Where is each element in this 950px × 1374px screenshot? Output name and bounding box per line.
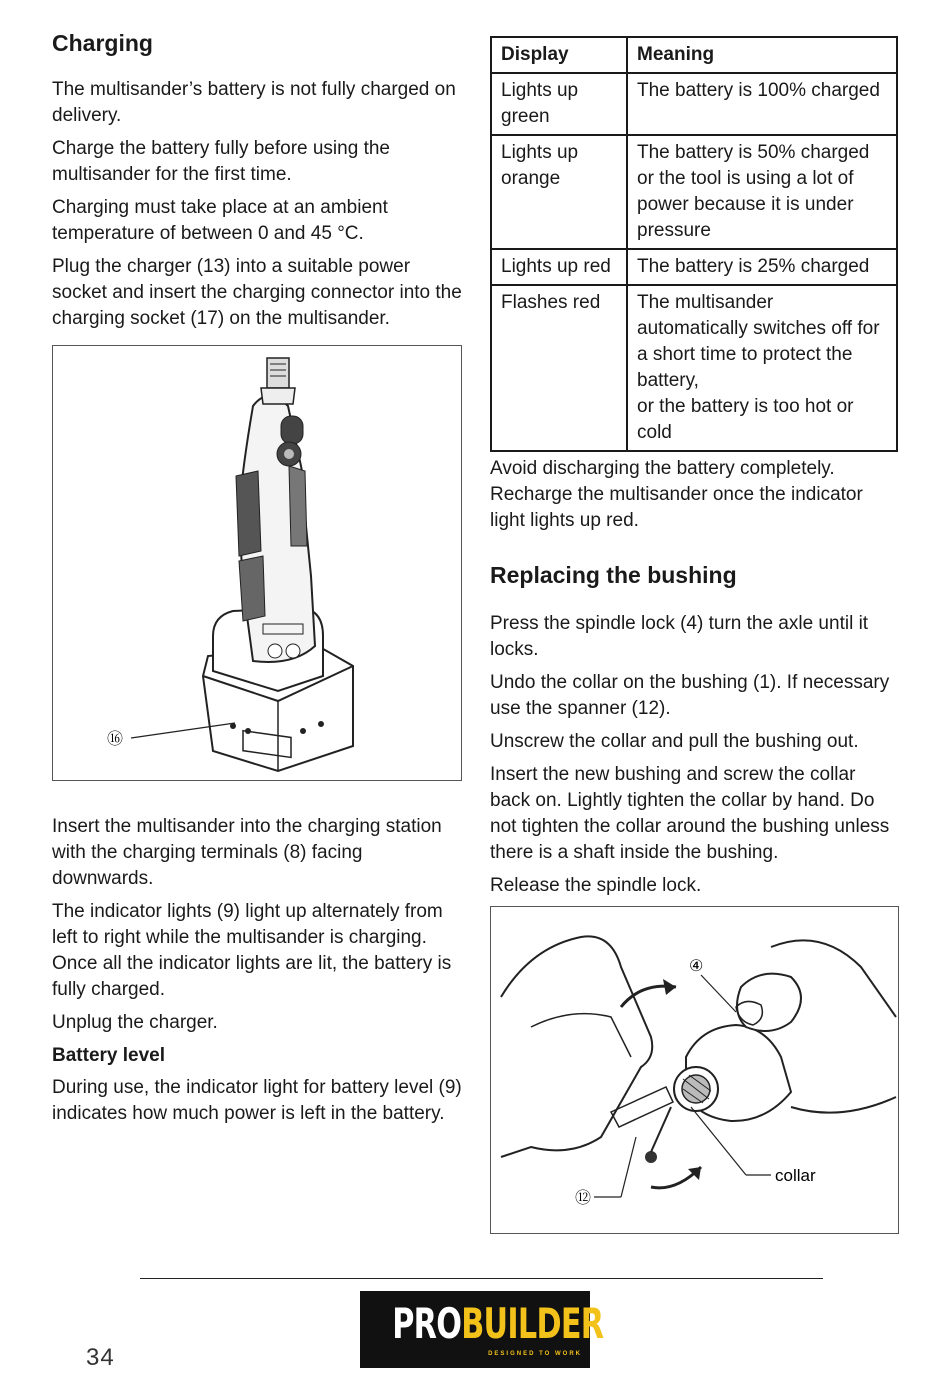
table-row — [491, 73, 897, 135]
logo-tagline: DESIGNED TO WORK — [488, 1351, 582, 1357]
paragraph: Insert the multisander into the charging station with the charging terminals (8) facing downwards. — [52, 816, 442, 889]
table-row — [491, 285, 897, 451]
display-cell: Lights up orange — [491, 135, 627, 249]
probuilder-logo — [360, 1291, 604, 1368]
callout-4: ④ — [689, 958, 704, 975]
paragraph: Unscrew the collar and pull the bushing out. — [490, 731, 859, 752]
charging-heading: Charging — [52, 30, 153, 56]
bushing-illustration — [490, 906, 899, 1234]
replacing-bushing-heading: Replacing the bushing — [490, 562, 737, 588]
right-column — [490, 36, 900, 1234]
paragraph: Avoid discharging the battery completely. Recharge the multisander once the indicator light lights up red. — [490, 458, 863, 531]
paragraph: Insert the new bushing and screw the collar back on. Lightly tighten the collar by hand. Do not tighten the collar around the bushing unless there is a shaft inside the bushing. — [490, 764, 890, 863]
callout-16: ⑯ — [107, 731, 124, 748]
paragraph: During use, the indicator light for battery level (9) indicates how much power is left in the battery. — [52, 1077, 462, 1124]
callout-12: ⑫ — [575, 1190, 592, 1207]
paragraph: The multisander’s battery is not fully charged on delivery. — [52, 79, 456, 126]
display-cell: Flashes red — [491, 285, 627, 451]
footer-divider — [140, 1278, 823, 1279]
display-cell: Lights up red — [491, 249, 627, 285]
paragraph: Charge the battery fully before using the multisander for the first time. — [52, 138, 390, 185]
paragraph: Charging must take place at an ambient temperature of between 0 and 45 °C. — [52, 197, 388, 244]
battery-indicator-table — [490, 36, 898, 452]
meaning-cell: The battery is 25% charged — [627, 249, 897, 285]
battery-level-subheading: Battery level — [52, 1045, 166, 1066]
left-column — [52, 30, 464, 1134]
logo-wordmark: PROBUILDER — [392, 1299, 604, 1348]
multisander-in-charger-drawing — [53, 346, 461, 780]
table-row — [491, 249, 897, 285]
column-header-meaning: Meaning — [627, 37, 897, 73]
column-header-display: Display — [491, 37, 627, 73]
paragraph: Release the spindle lock. — [490, 875, 702, 896]
hands-replacing-bushing-drawing — [491, 907, 898, 1233]
page-number: 34 — [86, 1344, 115, 1371]
meaning-cell: The battery is 50% charged or the tool is using a lot of power because it is under pressure — [627, 135, 897, 249]
paragraph: Unplug the charger. — [52, 1012, 218, 1033]
callout-collar: collar — [775, 1166, 816, 1185]
table-row — [491, 135, 897, 249]
meaning-cell: The multisander automatically switches off for a short time to protect the battery, or the battery is too hot or cold — [627, 285, 897, 451]
table-header-row — [491, 37, 897, 73]
meaning-cell: The battery is 100% charged — [627, 73, 897, 135]
charger-illustration — [52, 345, 462, 781]
paragraph: The indicator lights (9) light up alternately from left to right while the multisander is charging. Once all the indicator lights are lit, the battery is fully charged. — [52, 901, 452, 1000]
paragraph: Press the spindle lock (4) turn the axle until it locks. — [490, 613, 869, 660]
display-cell: Lights up green — [491, 73, 627, 135]
paragraph: Plug the charger (13) into a suitable power socket and insert the charging connector into the charging socket (17) on the multisander. — [52, 256, 462, 329]
paragraph: Undo the collar on the bushing (1). If necessary use the spanner (12). — [490, 672, 890, 719]
